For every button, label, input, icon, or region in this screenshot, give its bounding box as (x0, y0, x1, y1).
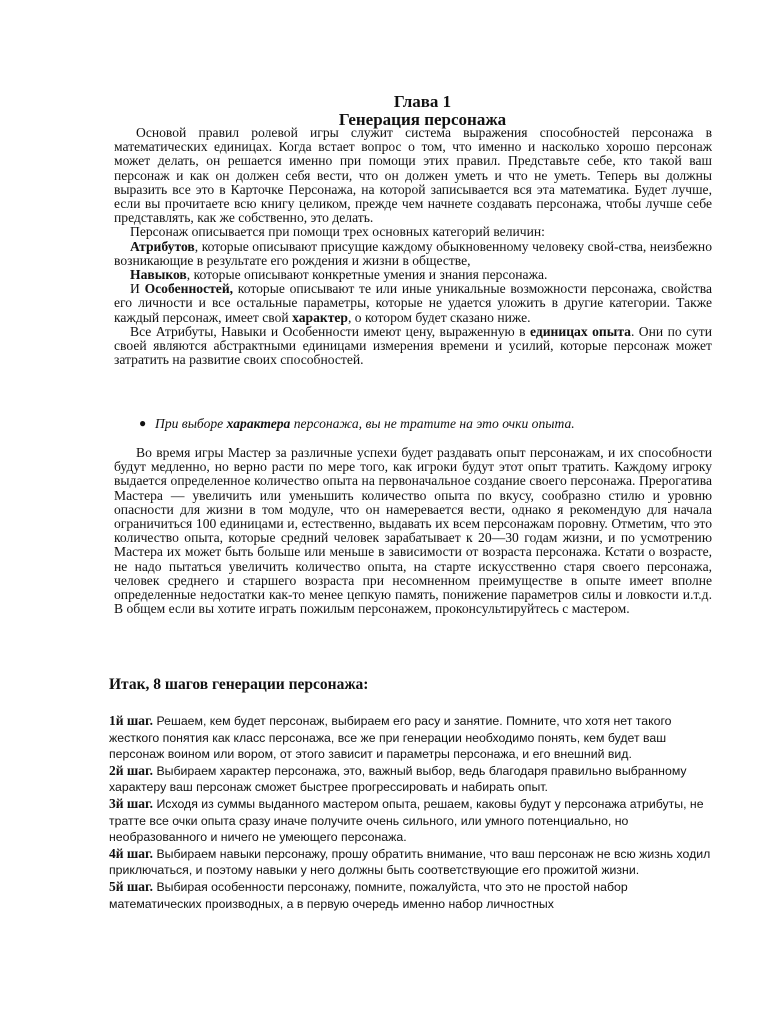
attributes-item: Атрибутов, которые описывают присущие каждому обыкновенному человеку свой-ства, неизбежно возникающие в результате его рождения и жизни в обществе, (114, 238, 712, 268)
step-label: 3й шаг. (109, 795, 154, 811)
categories-intro: Персонаж описывается при помощи трех основных категорий величин: (130, 224, 545, 240)
step-item: 1й шаг. Решаем, кем будет персонаж, выбираем его расу и занятие. Помните, что хотя нет такого жесткого понятия как класс персонажа, все же при генерации необходимо понять, кем будет ваш персонаж воином или вором, от этого зависит и параметры персонажа, и его внешний вид. (109, 713, 672, 762)
experience-units-term: единицах опыта (529, 323, 631, 339)
bullet-icon: ● (139, 416, 147, 430)
attributes-term: Атрибутов (130, 238, 195, 254)
step-label: 4й шаг. (109, 845, 154, 861)
step-item: 3й шаг. Исходя из суммы выданного мастером опыта, решаем, каковы будут у персонажа атрибуты, не тратте все очки опыта сразу иначе получите очень сильного, или умного потенциально, но необразованного и ничего не умеющего персонажа. (109, 795, 704, 845)
steps-list (109, 713, 714, 912)
steps-heading: Итак, 8 шагов генерации персонажа: (109, 676, 369, 693)
step-label: 5й шаг. (109, 878, 154, 894)
skills-term: Навыков (130, 267, 187, 283)
chapter-number: Глава 1 (393, 92, 452, 111)
step-label: 1й шаг. (109, 713, 154, 728)
step-label: 2й шаг. (109, 762, 154, 778)
intro-section (114, 126, 712, 367)
experience-section (114, 446, 712, 616)
features-term: Особенностей, (144, 281, 234, 297)
bullet-note: ● При выборе характера персонажа, вы не тратите на это очки опыта. (139, 416, 575, 431)
bullet-term: характера (226, 416, 291, 431)
experience-paragraph: Во время игры Мастер за различные успехи будет раздавать опыт персонажам, и их способности будут медленно, но верно расти по мере того, как игроки будут этот опыт тратить. Каждому игроку выдается определенное количество опыта на первоначальное создание своего персонажа. Прерогатива Мастера — увеличить или уменьшить количество опыта по вкусу, сообразно стилю и уровню опасности для жизни в том модуле, что он намеревается вести, однако я рекомендую для начала ограничиться 100 единицами и, естественно, выдавать их всем персонажам поровну. Отметим, что это количество опыта, которые средний человек зарабатывает к 20—30 годам жизни, и по усмотрению Мастера их может быть больше или меньше в зависимости от возраста персонажа. Кстати о возрасте, не надо пытаться увеличить количество опыта, на старте искусственно старя своего персонажа, человек среднего и старшего возраста при несомненном преимуществе в опыте имеет вполне определенные недостатки как-то менее цепкую память, понижение параметров силы и ловкости и.т.д. В общем если вы хотите играть пожилым персонажем, проконсультируйтесь с мастером. (114, 445, 712, 617)
features-item: И Особенностей, которые описывают те или иные уникальные возможности персонажа, свойства его личности и все остальные параметры, которые не удается уложить в другие категории. Также каждый персонаж, имеет свой характер, о котором будет сказано ниже. (114, 281, 712, 325)
chapter-title: Генерация персонажа (338, 110, 507, 129)
skills-item: Навыков, которые описывают конкретные умения и знания персонажа. (130, 267, 548, 283)
step-item: 2й шаг. Выбираем характер персонажа, это, важный выбор, ведь благодаря правильно выбранному характеру ваш персонаж сможет быстрее прогрессировать и набирать опыт. (109, 762, 687, 795)
step-item: 5й шаг. Выбирая особенности персонажу, помните, пожалуйста, что это не простой набор математических производных, а в первую очередь именно набор личностных (109, 878, 628, 911)
step-item: 4й шаг. Выбираем навыки персонажу, прошу обратить внимание, что ваш персонаж не всю жизнь ходил приключаться, и поэтому навыки у него должны быть соответствующие его прожитой жизни. (109, 845, 711, 878)
character-term: характер (292, 309, 348, 325)
intro-paragraph: Основой правил ролевой игры служит система выражения способностей персонажа в математических единицах. Когда встает вопрос о том, что именно и насколько хорошо персонаж может делать, он решается именно при помощи этих правил. Представьте себе, кто такой ваш персонаж и как он должен себя вести, что он должен уметь и что не уметь. Теперь вы должны выразить все это в Карточке Персонажа, на которой записывается вся эта математика. Будет лучше, если вы прочитаете всю книгу целиком, прежде чем начнете создавать персонажа, чтобы лучше себе представлять, как же собственно, это делать. (114, 125, 712, 226)
chapter-heading (0, 93, 768, 129)
cost-paragraph: Все Атрибуты, Навыки и Особенности имеют цену, выраженную в единицах опыта. Они по сути своей являются абстрактными единицами измерения времени и усилий, которые персонаж может затратить на развитие своих способностей. (114, 323, 713, 368)
